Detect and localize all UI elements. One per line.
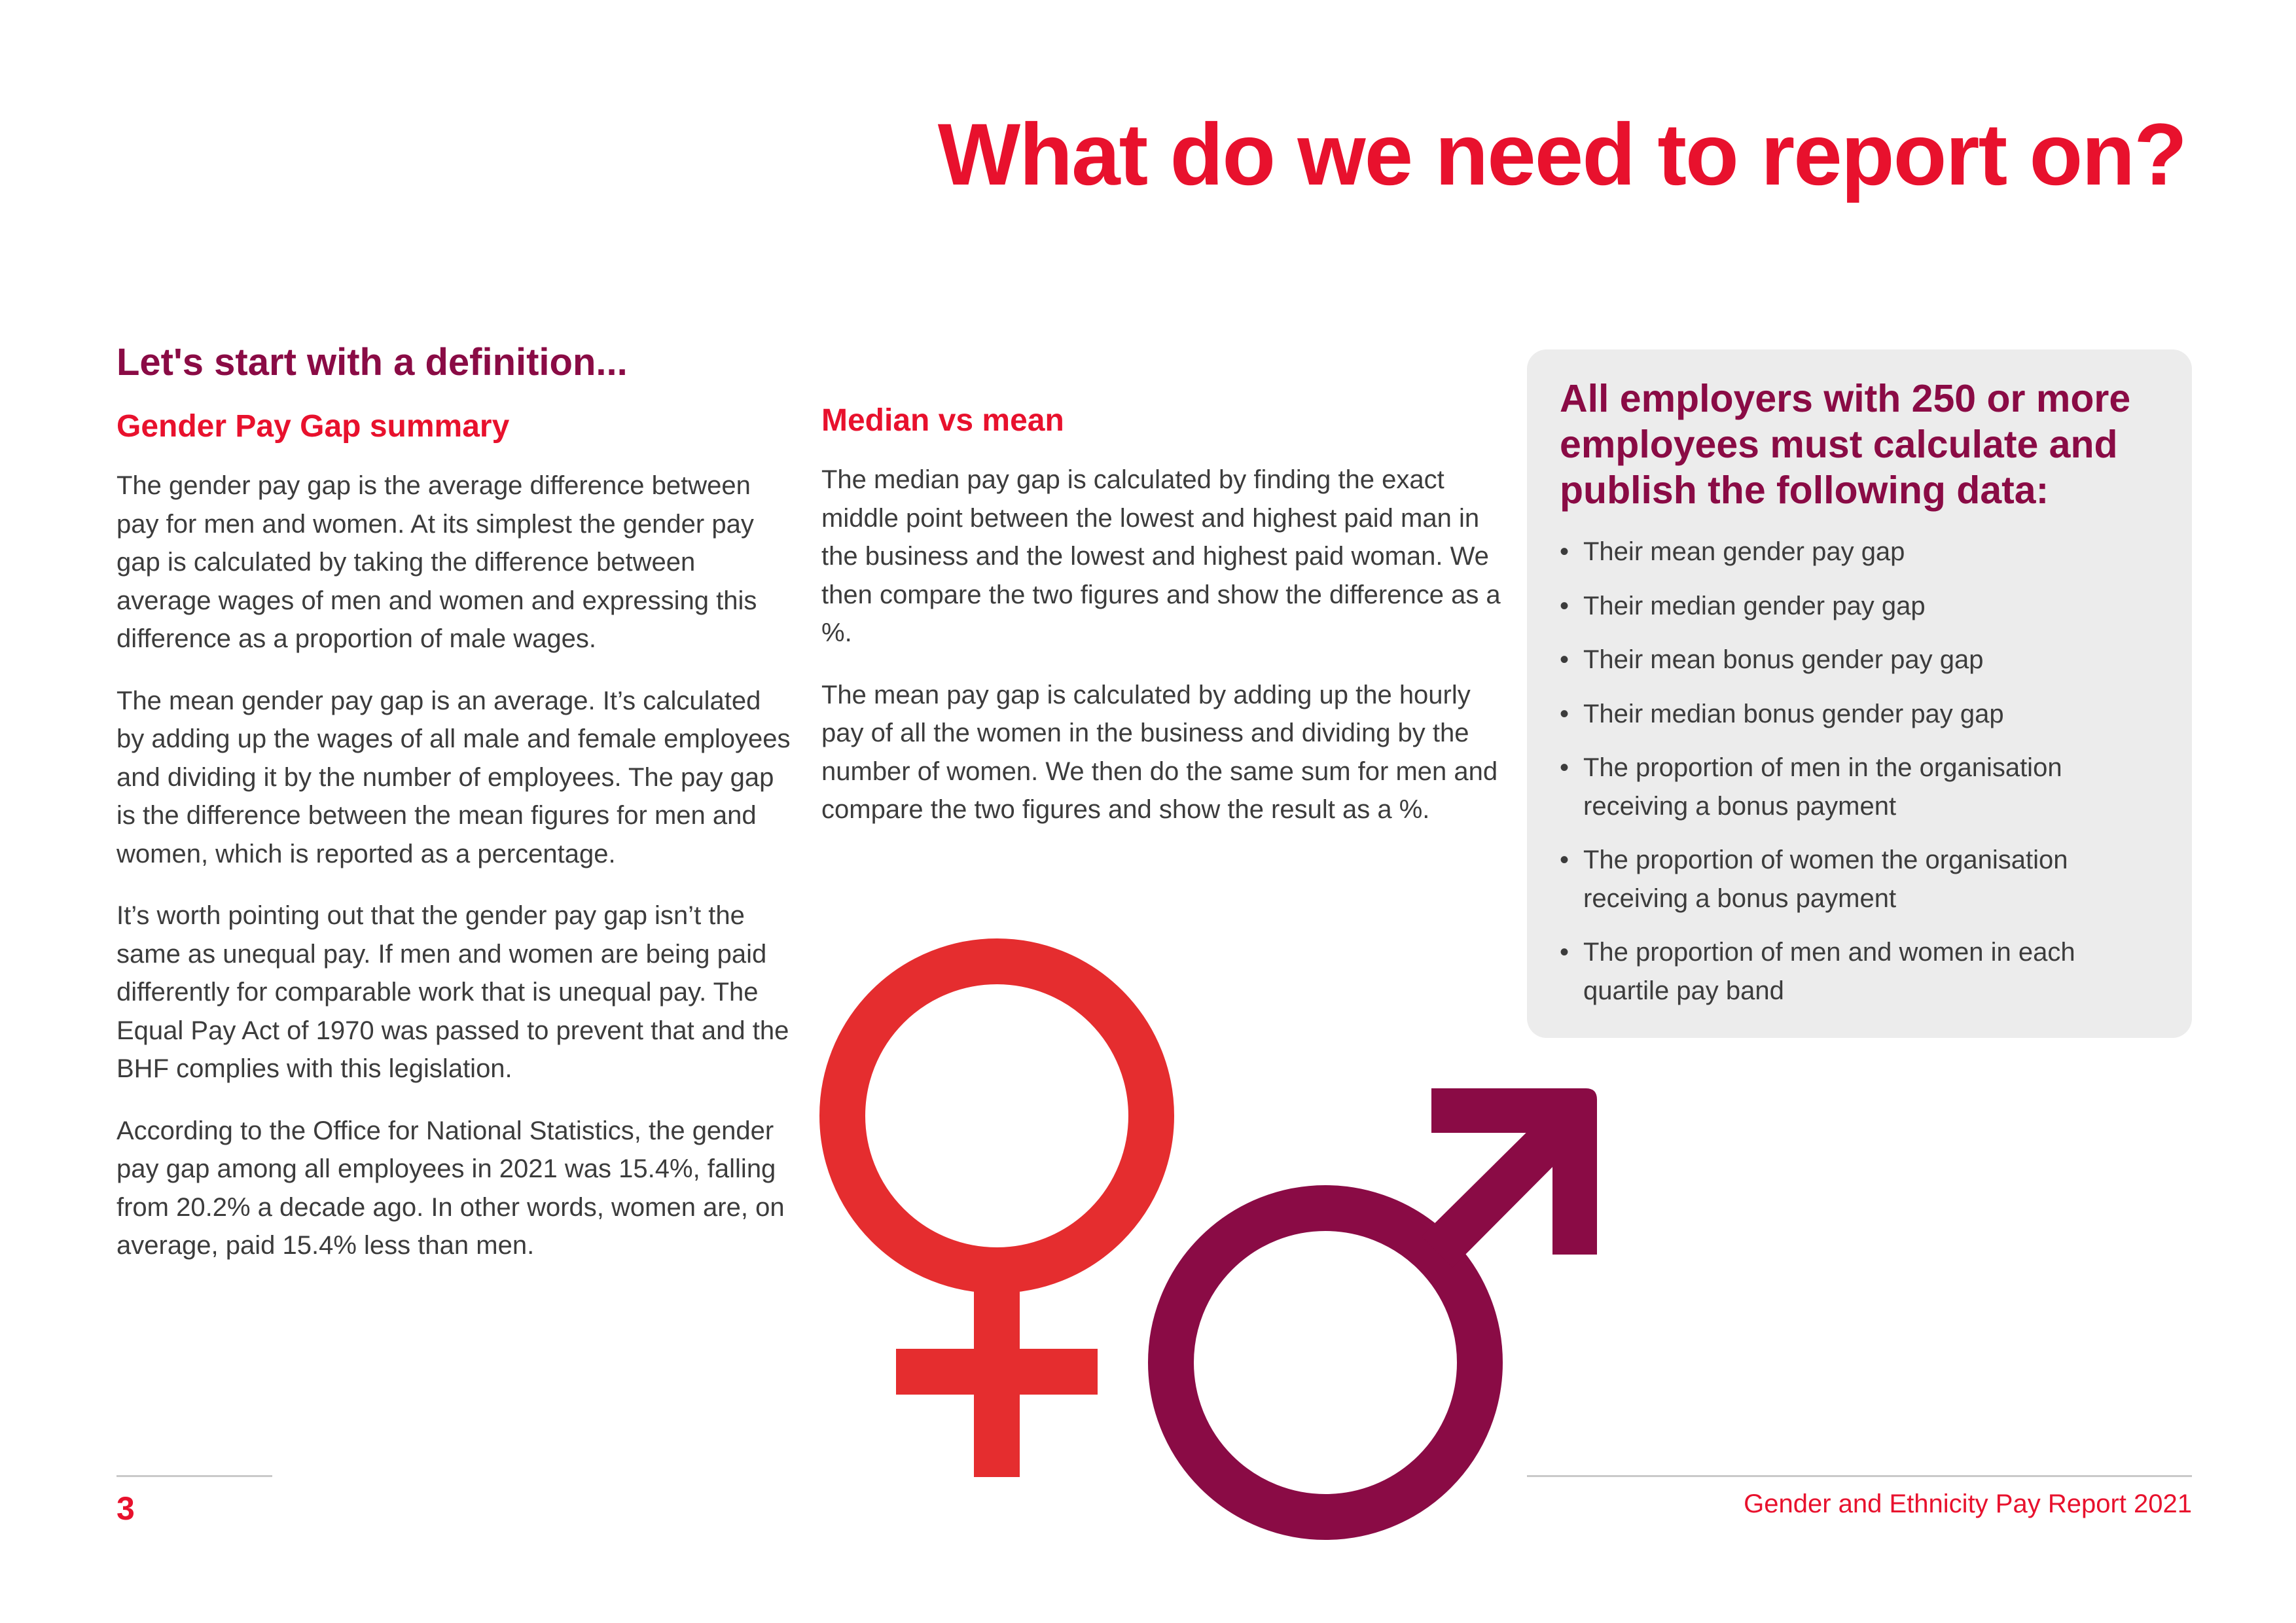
bullet-icon: • [1560,753,1570,782]
list-item-text: Their median gender pay gap [1583,591,1926,620]
bullet-icon: • [1560,699,1570,728]
definition-paragraph: The gender pay gap is the average difference between pay for men and women. At its simplest the gender pay gap is calculated by taking the difference between average wages of men and women and expressing this difference as a proportion of male wages. [117,471,757,653]
report-name: Gender and Ethnicity Pay Report 2021 [1744,1489,2192,1518]
definition-paragraph: It’s worth pointing out that the gender pay gap isn’t the same as unequal pay. If men and women are being paid differently for comparable work that is unequal pay. The Equal Pay Act of 1970 was passed to prevent that and the BHF complies with this legislation. [117,901,789,1083]
gender-pay-gap-summary-heading: Gender Pay Gap summary [117,409,510,444]
page-title: What do we need to report on? [937,106,2186,204]
female-symbol-icon [842,961,1151,1477]
page-number: 3 [117,1490,135,1527]
male-symbol-icon [1171,1088,1597,1517]
bullet-icon: • [1560,846,1570,874]
definition-heading: Let's start with a definition... [117,341,628,383]
definition-paragraph: According to the Office for National Statistics, the gender pay gap among all employees in 2021 was 15.4%, falling from 20.2% a decade ago. In other words, women are, on average, paid 15.4% less than men. [117,1116,785,1260]
bullet-icon: • [1560,591,1570,620]
median-mean-paragraph: The mean pay gap is calculated by adding up the hourly pay of all the women in the business and dividing by the number of women. We then do the same sum for men and compare the two figures and show the result as a %. [821,680,1498,824]
footer-rule-right [1527,1475,2192,1477]
list-item-text: The proportion of men and women in each quartile pay band [1583,938,2075,1005]
list-item-text: Their mean bonus gender pay gap [1583,645,1984,674]
list-item-text: Their mean gender pay gap [1583,537,1905,566]
median-vs-mean-heading: Median vs mean [821,403,1064,438]
list-item-text: The proportion of men in the organisation receiving a bonus payment [1583,753,2062,821]
median-mean-paragraph: The median pay gap is calculated by finding the exact middle point between the lowest and highest paid man in the business and the lowest and highest paid woman. We then compare the two figures and show the difference as a %. [821,465,1501,647]
footer-rule-left [117,1475,272,1477]
bullet-icon: • [1560,645,1570,674]
list-item-text: The proportion of women the organisation receiving a bonus payment [1583,846,2068,913]
definition-paragraph: The mean gender pay gap is an average. It’s calculated by adding up the wages of all male and female employees and dividing it by the number of employees. The pay gap is the difference between the mean figures for men and women, which is reported as a percentage. [117,686,791,868]
bullet-icon: • [1560,537,1570,566]
bullet-icon: • [1560,938,1570,967]
requirements-panel-title: All employers with 250 or more employees must calculate and publish the following data: [1560,377,2131,512]
list-item-text: Their median bonus gender pay gap [1583,699,2004,728]
